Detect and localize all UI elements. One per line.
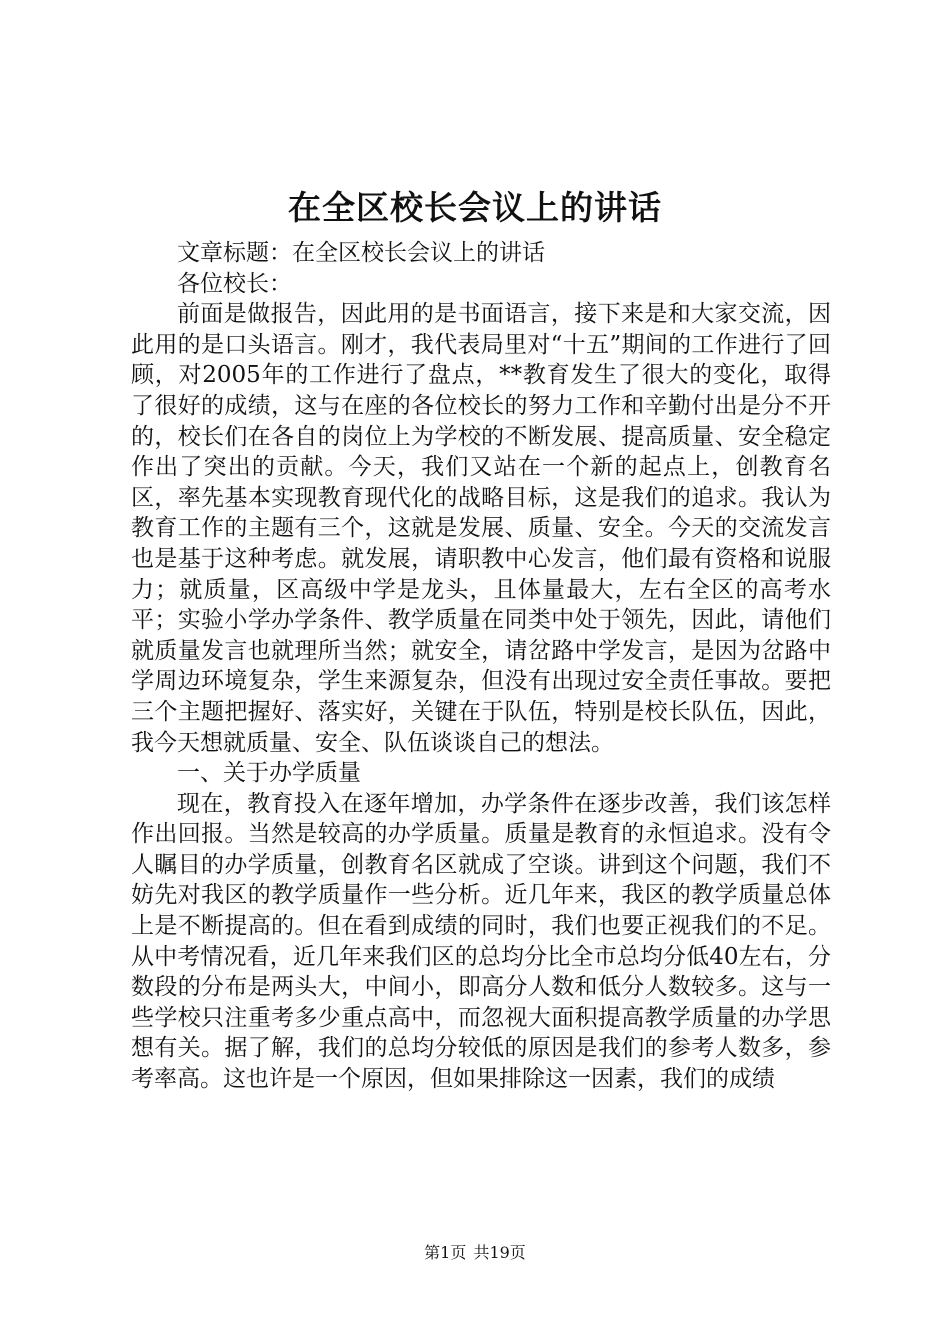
salutation: 各位校长：	[177, 270, 292, 297]
page-number-footer: 第1页 共19页	[424, 1243, 526, 1262]
paragraph-intro: 前面是做报告，因此用的是书面语言，接下来是和大家交流，因此用的是口头语言。刚才，我代表局里对“十五”期间的工作进行了回顾，对2005年的工作进行了盘点，**教育发生了很大的变化，取得了很好的成绩，这与在座的各位校长的努力工作和辛勤付出是分不开的，校长们在各自的岗位上为学校的不断发展、提高质量、安全稳定作出了突出的贡献。今天，我们又站在一个新的起点上，创教育名区，率先基本实现教育现代化的战略目标，这是我们的追求。我认为教育工作的主题有三个，这就是发展、质量、安全。今天的交流发言也是基于这种考虑。就发展，请职教中心发言，他们最有资格和说服力；就质量，区高级中学是龙头，且体量最大，左右全区的高考水平；实验小学办学条件、教学质量在同类中处于领先，因此，请他们就质量发言也就理所当然；就安全，请岔路中学发言，是因为岔路中学周边环境复杂，学生来源复杂，但没有出现过安全责任事故。要把三个主题把握好、落实好，关键在于队伍，特别是校长队伍，因此，我今天想就质量、安全、队伍谈谈自己的想法。	[131, 301, 831, 756]
document-body	[131, 238, 831, 1095]
paragraph-quality: 现在，教育投入在逐年增加，办学条件在逐步改善，我们该怎样作出回报。当然是较高的办学质量。质量是教育的永恒追求。没有令人瞩目的办学质量，创教育名区就成了空谈。讲到这个问题，我们不妨先对我区的教学质量作一些分析。近几年来，我区的教学质量总体上是不断提高的。但在看到成绩的同时，我们也要正视我们的不足。从中考情况看，近几年来我们区的总均分比全市总均分低40左右，分数段的分布是两头大，中间小，即高分人数和低分人数较多。这与一些学校只注重考多少重点高中，而忽视大面积提高教学质量的办学思想有关。据了解，我们的总均分较低的原因是我们的参考人数多，参考率高。这也许是一个原因，但如果排除这一因素，我们的成绩	[131, 790, 831, 1093]
section-heading: 一、关于办学质量	[177, 760, 361, 787]
article-title-line: 文章标题：在全区校长会议上的讲话	[177, 240, 545, 266]
document-title: 在全区校长会议上的讲话	[288, 188, 662, 227]
